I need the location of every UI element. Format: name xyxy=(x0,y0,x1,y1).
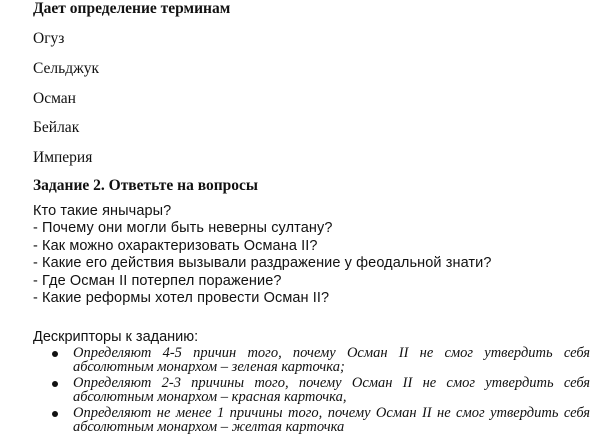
question-line: - Как можно охарактеризовать Османа II? xyxy=(33,237,318,254)
section-heading-terms: Дает определение терминам xyxy=(33,0,231,17)
descriptors-title: Дескрипторы к заданию: xyxy=(33,329,199,345)
bullet-icon xyxy=(52,411,58,417)
questions-list xyxy=(33,203,593,307)
question-line: Кто такие янычары? xyxy=(33,203,172,219)
bullet-icon xyxy=(52,351,58,357)
term-item: Сельджук xyxy=(33,60,100,77)
descriptor-text: Определяют не менее 1 причины того, почему Осман II не смог утвердить себя абсолютным монархом – желтая карточка xyxy=(73,404,590,436)
descriptor-item xyxy=(0,346,605,375)
term-item: Осман xyxy=(33,90,76,107)
question-line: - Какие реформы хотел провести Осман II? xyxy=(33,290,330,307)
descriptor-item xyxy=(0,376,605,405)
term-item: Огуз xyxy=(33,30,65,47)
descriptor-text: Определяют 2-3 причины того, почему Осман II не смог утвердить себя абсолютным монархом – красная карточка, xyxy=(73,374,590,406)
term-item: Империя xyxy=(33,149,93,166)
descriptors-list xyxy=(0,346,605,434)
question-line: - Где Осман II потерпел поражение? xyxy=(33,272,282,289)
descriptor-text: Определяют 4-5 причин того, почему Осман II не смог утвердить себя абсолютным монархом – зеленая карточка; xyxy=(73,345,590,376)
question-line: - Почему они могли быть неверны султану? xyxy=(33,220,333,237)
bullet-icon xyxy=(52,381,58,387)
section-heading-questions: Задание 2. Ответьте на вопросы xyxy=(33,177,258,194)
descriptor-item xyxy=(0,406,605,435)
question-line: - Какие его действия вызывали раздражение у феодальной знати? xyxy=(33,255,492,272)
term-item: Бейлак xyxy=(33,119,80,136)
